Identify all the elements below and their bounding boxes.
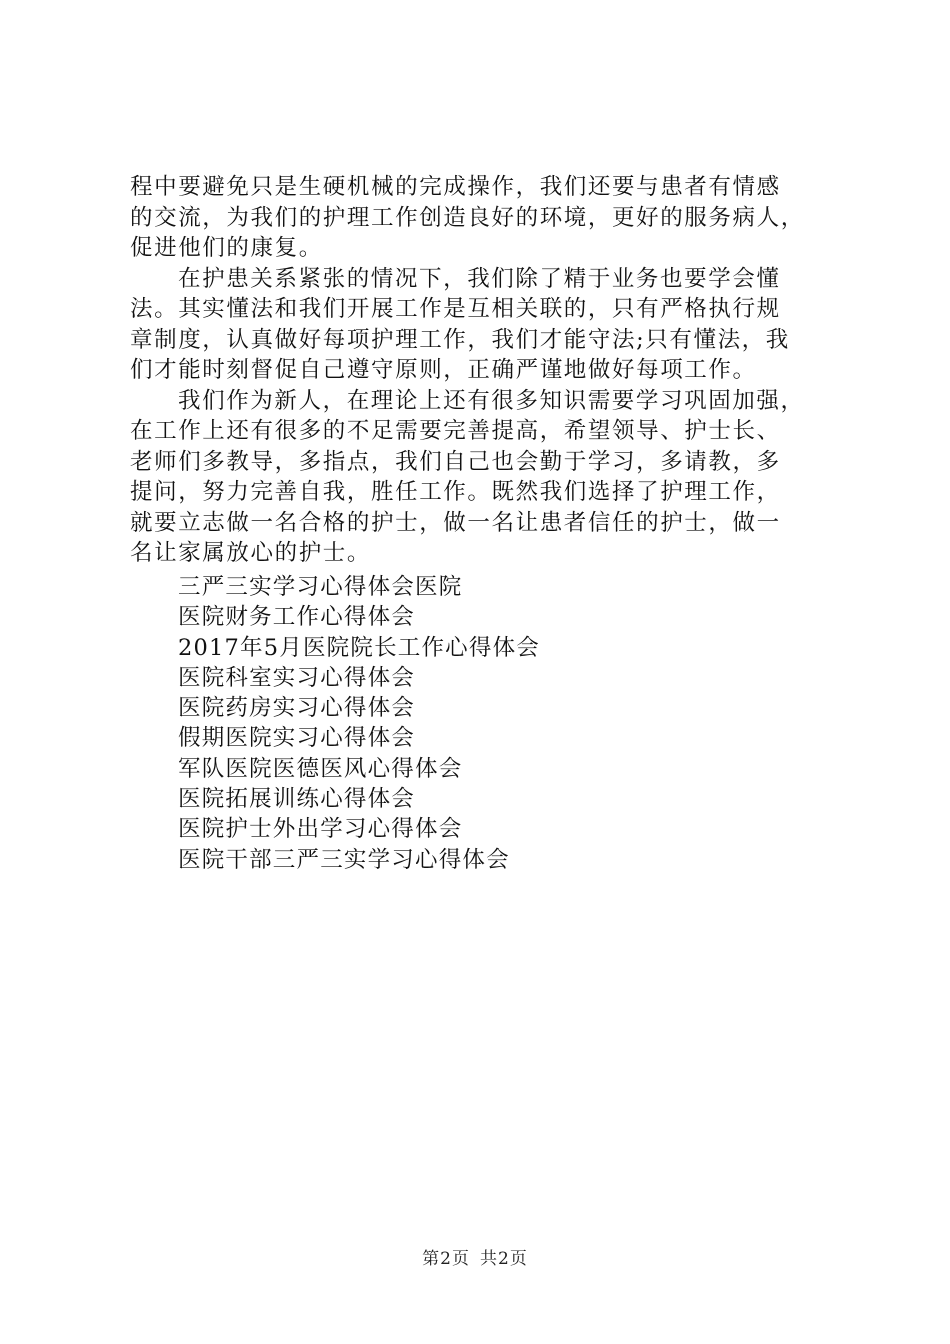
related-article-link[interactable]: 军队医院医德医风心得体会 <box>178 755 463 782</box>
body-line: 名让家属放心的护士。 <box>130 540 372 566</box>
body-line: 程中要避免只是生硬机械的完成操作，我们还要与患者有情感 <box>130 174 781 200</box>
related-article-link[interactable]: 医院财务工作心得体会 <box>178 604 416 631</box>
body-line: 提问，努力完善自我，胜任工作。既然我们选择了护理工作， <box>130 479 781 505</box>
body-text <box>130 172 842 569</box>
body-line: 就要立志做一名合格的护士，做一名让患者信任的护士，做一 <box>130 509 781 536</box>
related-article-link[interactable]: 医院护士外出学习心得体会 <box>178 816 463 843</box>
body-line: 法。其实懂法和我们开展工作是互相关联的，只有严格执行规 <box>130 296 781 322</box>
page-total: 共2页 <box>480 1249 528 1269</box>
related-article-link[interactable]: 三严三实学习心得体会医院 <box>178 574 463 600</box>
page-footer <box>0 1244 950 1269</box>
page-number: 第2页 <box>422 1249 470 1269</box>
related-article-link[interactable]: 医院药房实习心得体会 <box>178 695 416 722</box>
body-line: 促进他们的康复。 <box>130 235 323 261</box>
related-article-link[interactable]: 医院拓展训练心得体会 <box>178 786 416 813</box>
body-line: 们才能时刻督促自己遵守原则，正确严谨地做好每项工作。 <box>130 357 757 383</box>
related-article-link[interactable]: 医院科室实习心得体会 <box>178 664 416 691</box>
related-articles-list <box>178 572 540 875</box>
related-article-link[interactable]: 假期医院实习心得体会 <box>178 725 416 752</box>
body-line: 老师们多教导，多指点，我们自己也会勤于学习，多请教，多 <box>130 448 781 475</box>
paragraph-start-line: 在护患关系紧张的情况下，我们除了精于业务也要学会懂 <box>178 265 781 292</box>
body-line: 章制度，认真做好每项护理工作，我们才能守法;只有懂法，我 <box>130 326 790 353</box>
related-article-link[interactable]: 2017年5月医院院长工作心得体会 <box>178 634 540 661</box>
related-article-link[interactable]: 医院干部三严三实学习心得体会 <box>178 846 510 873</box>
body-line: 在工作上还有很多的不足需要完善提高，希望领导、护士长、 <box>130 418 781 444</box>
paragraph-start-line: 我们作为新人，在理论上还有很多知识需要学习巩固加强， <box>178 387 805 414</box>
body-line: 的交流，为我们的护理工作创造良好的环境，更好的服务病人， <box>130 204 805 231</box>
